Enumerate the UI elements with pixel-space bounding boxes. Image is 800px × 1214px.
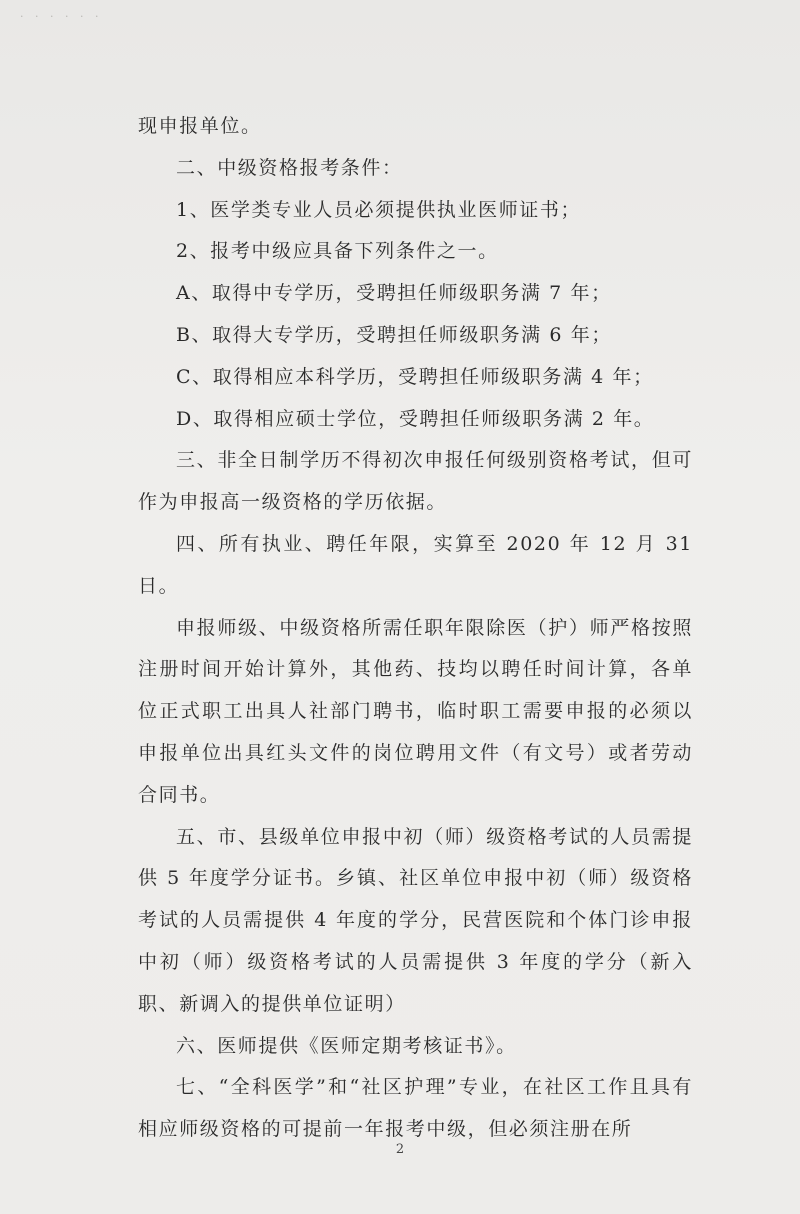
paragraph: 五、市、县级单位申报中初（师）级资格考试的人员需提供 5 年度学分证书。乡镇、社区单位申报中初（师）级资格考试的人员需提供 4 年度的学分，民营医院和个体门诊申报中初（师）级资格考试的人员需提供 3 年度的学分（新入职、新调入的提供单位证明）: [138, 825, 693, 1015]
body-text: [138, 106, 693, 1151]
paragraph: 三、非全日制学历不得初次申报任何级别资格考试，但可作为申报高一级资格的学历依据。: [138, 449, 693, 514]
paragraph: D、取得相应硕士学位，受聘担任师级职务满 2 年。: [176, 407, 655, 430]
paragraph: A、取得中专学历，受聘担任师级职务满 7 年；: [176, 282, 612, 305]
paragraph: 七、“全科医学”和“社区护理”专业，在社区工作且具有相应师级资格的可提前一年报考中级，但必须注册在所: [138, 1076, 693, 1141]
paragraph: 二、中级资格报考条件：: [176, 156, 403, 179]
paragraph: 现申报单位。: [138, 115, 262, 137]
paragraph: B、取得大专学历，受聘担任师级职务满 6 年；: [176, 323, 612, 346]
paragraph: 2、报考中级应具备下列条件之一。: [176, 240, 499, 263]
page-number: 2: [395, 1142, 405, 1157]
paragraph: 申报师级、中级资格所需任职年限除医（护）师严格按照注册时间开始计算外，其他药、技均以聘任时间计算，各单位正式职工出具人社部门聘书，临时职工需要申报的必须以申报单位出具红头文件的岗位聘用文件（有文号）或者劳动合同书。: [138, 616, 693, 806]
paragraph: 1、医学类专业人员必须提供执业医师证书；: [176, 198, 582, 221]
paragraph: C、取得相应本科学历，受聘担任师级职务满 4 年；: [176, 365, 654, 388]
header-marks: · · · · · ·: [20, 10, 103, 23]
paragraph: 四、所有执业、聘任年限，实算至 2020 年 12 月 31 日。: [138, 532, 693, 597]
paragraph: 六、医师提供《医师定期考核证书》。: [176, 1034, 517, 1057]
